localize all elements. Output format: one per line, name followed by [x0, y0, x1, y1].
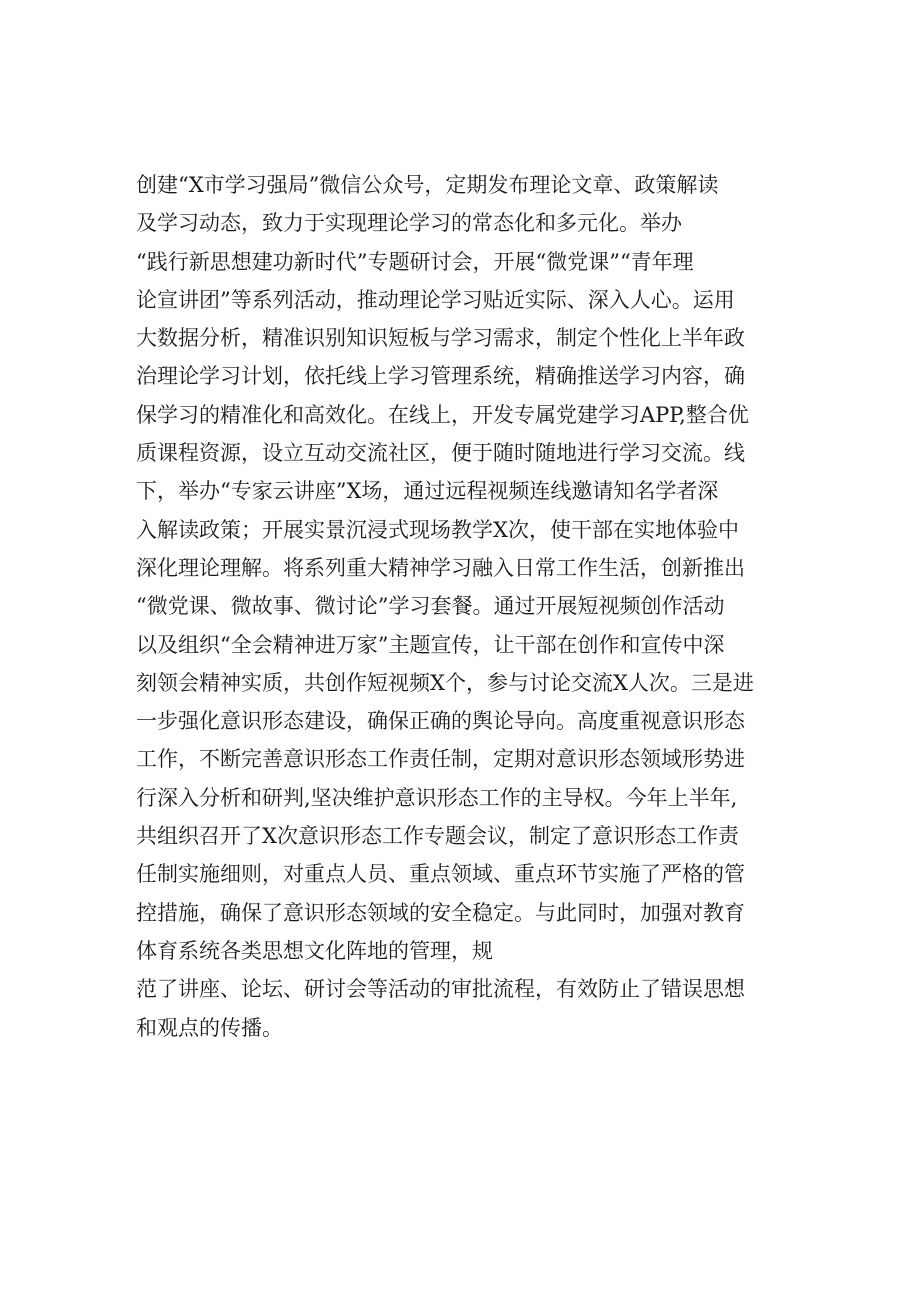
text-line: 入解读政策；开展实景沉浸式现场教学X次，使干部在实地体验中 — [136, 517, 739, 542]
body-paragraph — [136, 166, 816, 1047]
text-line: 下，举办“专家云讲座”X场，通过远程视频连线邀请知名学者深 — [136, 479, 719, 504]
text-line: 论宣讲团”等系列活动，推动理论学习贴近实际、深入人心。运用 — [136, 287, 735, 312]
text-line: 刻领会精神实质，共创作短视频X个，参与讨论交流X人次。三是进 — [136, 670, 754, 695]
text-line: 工作，不断完善意识形态工作责任制，定期对意识形态领域形势进 — [136, 747, 745, 772]
text-line: 任制实施细则，对重点人员、重点领域、重点环节实施了严格的管 — [136, 862, 745, 887]
text-line: 保学习的精准化和高效化。在线上，开发专属党建学习APP,整合优 — [136, 402, 749, 427]
text-line: “践行新思想建功新时代”专题研讨会，开展“微党课”“青年理 — [136, 249, 694, 274]
text-line: 范了讲座、论坛、研讨会等活动的审批流程，有效防止了错误思想 — [136, 977, 745, 1002]
text-line: 体育系统各类思想文化阵地的管理，规 — [136, 938, 493, 963]
text-line: 共组织召开了X次意识形态工作专题会议，制定了意识形态工作责 — [136, 824, 739, 849]
text-line: 治理论学习计划，依托线上学习管理系统，精确推送学习内容，确 — [136, 364, 745, 389]
text-line: 及学习动态，致力于实现理论学习的常态化和多元化。举办 — [136, 211, 682, 236]
text-line: 大数据分析，精准识别知识短板与学习需求，制定个性化上半年政 — [136, 326, 745, 351]
text-line: 以及组织“全会精神进万家”主题宣传，让干部在创作和宣传中深 — [136, 632, 725, 657]
text-line: 和观点的传播。 — [136, 1015, 283, 1040]
text-line: 深化理论理解。将系列重大精神学习融入日常工作生活，创新推出 — [136, 555, 745, 580]
text-line: 一步强化意识形态建设，确保正确的舆论导向。高度重视意识形态 — [136, 709, 745, 734]
text-line: “微党课、微故事、微讨论”学习套餐。通过开展短视频创作活动 — [136, 594, 725, 619]
text-line: 创建“X市学习强局”微信公众号，定期发布理论文章、政策解读 — [136, 173, 719, 197]
text-line: 行深入分析和研判,坚决维护意识形态工作的主导权。今年上半年, — [136, 785, 738, 810]
text-line: 控措施，确保了意识形态领域的安全稳定。与此同时，加强对教育 — [136, 900, 745, 925]
text-line: 质课程资源，设立互动交流社区，便于随时随地进行学习交流。线 — [136, 441, 745, 466]
